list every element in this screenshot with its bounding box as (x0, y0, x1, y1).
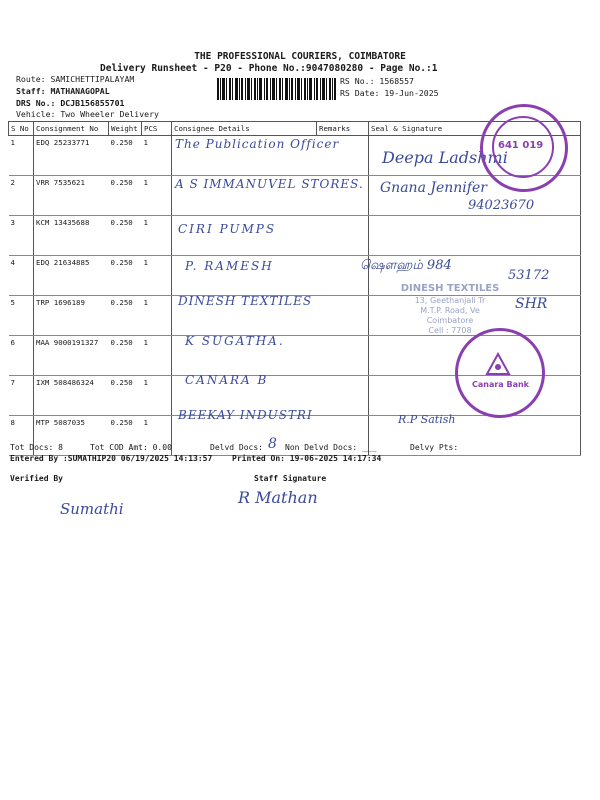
canara-bank-label: Canara Bank (472, 380, 530, 389)
row-signature-cell (369, 216, 581, 256)
delivery-points: Delvy Pts: (410, 443, 459, 452)
row-weight: 0.250 (109, 216, 142, 256)
table-row (9, 216, 581, 256)
row-consignment: MAA 9000191327 (34, 336, 109, 376)
column-header: PCS (142, 122, 172, 136)
rs-date: RS Date: 19-Jun-2025 (340, 88, 439, 98)
handwritten-signature: Gnana Jennifer (380, 180, 487, 196)
handwritten-phone: 94023670 (468, 198, 535, 213)
handwritten-consignee: CIRI PUMPS (178, 222, 277, 236)
handwritten-signature: R.P Satish (398, 413, 456, 426)
column-header: Consignment No (34, 122, 109, 136)
row-consignment: VRR 7535621 (34, 176, 109, 216)
staff-label: Staff: MATHANAGOPAL (16, 86, 110, 96)
row-weight: 0.250 (109, 296, 142, 336)
column-header: Consignee Details (172, 122, 317, 136)
column-header: Remarks (317, 122, 369, 136)
column-header: Seal & Signature (369, 122, 581, 136)
row-consignment: EDQ 21634885 (34, 256, 109, 296)
row-sno: 2 (9, 176, 34, 216)
handwritten-phone: 53172 (508, 268, 550, 283)
row-weight: 0.250 (109, 336, 142, 376)
row-consignment: KCM 13435688 (34, 216, 109, 256)
dinesh-textiles-stamp-name: DINESH TEXTILES (400, 283, 500, 294)
route-label: Route: SAMICHETTIPALAYAM (16, 74, 135, 84)
handwritten-signature: SHR (515, 296, 548, 312)
handwritten-consignee: DINESH TEXTILES (178, 294, 313, 308)
handwritten-consignee: CANARA B (185, 373, 269, 387)
vehicle-label: Vehicle: Two Wheeler Delivery (16, 109, 159, 119)
row-sno: 3 (9, 216, 34, 256)
row-pcs: 1 (142, 296, 172, 336)
row-pcs: 1 (142, 256, 172, 296)
row-pcs: 1 (142, 376, 172, 416)
row-weight: 0.250 (109, 376, 142, 416)
row-weight: 0.250 (109, 256, 142, 296)
row-sno: 1 (9, 136, 34, 176)
printed-on: Printed On: 19-06-2025 14:17:34 (232, 454, 382, 463)
dinesh-textiles-stamp-address: M.T.P. Road, Ve (420, 306, 480, 315)
non-delivered-docs: Non Delvd Docs: ___ (285, 443, 377, 452)
row-sno: 7 (9, 376, 34, 416)
handwritten-consignee: BEEKAY INDUSTRI (178, 408, 313, 422)
column-header: S No (9, 122, 34, 136)
total-docs: Tot Docs: 8 (10, 443, 63, 452)
handwritten-signature: Deepa Ladshmi (382, 148, 508, 167)
delivered-docs-label: Delvd Docs: (210, 443, 263, 452)
postal-stamp-code: 641 019 (498, 140, 544, 151)
dinesh-textiles-stamp-address: 13, Geethanjali Tr (414, 296, 486, 305)
barcode-image (217, 78, 336, 100)
row-sno: 6 (9, 336, 34, 376)
rs-number: RS No.: 1568557 (340, 76, 414, 86)
canara-logo-icon (485, 352, 511, 376)
row-consignment: MTP 5087035 (34, 416, 109, 456)
dinesh-textiles-stamp-address: Coimbatore (426, 316, 474, 325)
total-cod-amount: Tot COD Amt: 0.00 (90, 443, 172, 452)
verified-by-label: Verified By (10, 474, 63, 483)
handwritten-signature: ஷௌஹம் 984 (360, 258, 452, 273)
runsheet-subtitle: Delivery Runsheet - P20 - Phone No.:9047080280 - Page No.:1 (100, 63, 438, 74)
row-remarks (317, 376, 369, 416)
entered-by: Entered By :SUMATHIP20 06/19/2025 14:13:57 (10, 454, 213, 463)
row-pcs: 1 (142, 176, 172, 216)
row-weight: 0.250 (109, 416, 142, 456)
drs-number: DRS No.: DCJB156855701 (16, 98, 125, 108)
handwritten-consignee: K SUGATHA. (185, 334, 285, 348)
dinesh-textiles-stamp-cell: Cell : 7708 (428, 326, 472, 335)
delivered-docs-value: 8 (268, 436, 277, 452)
staff-signature-label: Staff Signature (254, 474, 327, 483)
row-sno: 5 (9, 296, 34, 336)
row-sno: 4 (9, 256, 34, 296)
handwritten-consignee: The Publication Officer (175, 137, 340, 151)
row-pcs: 1 (142, 336, 172, 376)
verified-signature: Sumathi (60, 500, 124, 518)
row-consignment: TRP 1696189 (34, 296, 109, 336)
handwritten-consignee: P. RAMESH (185, 259, 274, 273)
row-remarks (317, 216, 369, 256)
row-pcs: 1 (142, 416, 172, 456)
company-title: THE PROFESSIONAL COURIERS, COIMBATORE (194, 51, 406, 62)
staff-signature: R Mathan (238, 488, 318, 507)
row-consignment: EDQ 25233771 (34, 136, 109, 176)
column-header: Weight (109, 122, 142, 136)
row-consignment: IXM 508486324 (34, 376, 109, 416)
row-remarks (317, 336, 369, 376)
handwritten-consignee: A S IMMANUVEL STORES. (175, 177, 364, 191)
row-pcs: 1 (142, 216, 172, 256)
row-pcs: 1 (142, 136, 172, 176)
row-weight: 0.250 (109, 136, 142, 176)
row-weight: 0.250 (109, 176, 142, 216)
row-sno: 8 (9, 416, 34, 456)
